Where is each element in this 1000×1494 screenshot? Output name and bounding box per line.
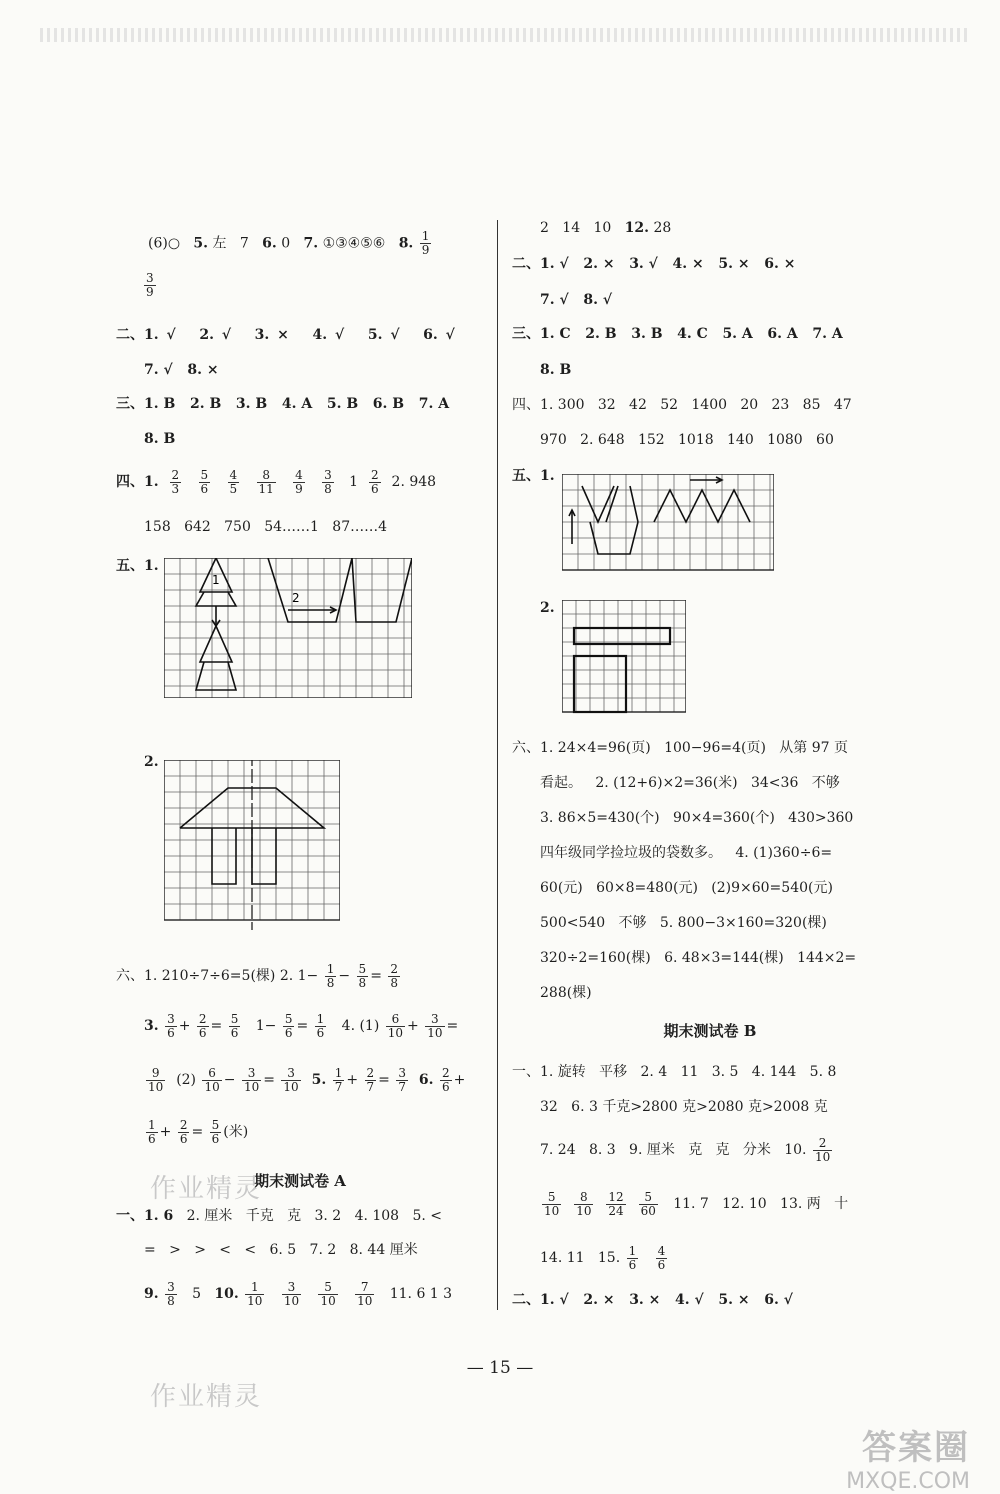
r5-2-label: 2. <box>540 600 555 616</box>
line-l1b <box>142 272 158 299</box>
line-r2: 二、1. √ 2. × 3. √ 4. × 5. × 6. × <box>512 256 796 272</box>
section-title-a: 期末测试卷 A <box>254 1172 346 1190</box>
grid-label-1: 1 <box>212 573 220 587</box>
line-r6-5: 500<540 不够 5. 800−3×160=320(棵) <box>540 915 827 931</box>
line-r4: 四、1. 300 32 42 52 1400 20 23 85 47 <box>512 397 852 413</box>
line-b3: 7. 24 8. 3 9. 厘米 克 克 分米 10. $\frac{2}{10}$ <box>540 1135 831 1164</box>
line-a3: 9. $\frac{3}{8}$ 5 10. $\frac{1}{10}$ $\frac{3}{10}$ $\frac{5}{10}$ $\frac{7}{10}$ 11. 6 1 3 <box>144 1279 453 1308</box>
line-s4: 四、1. $\frac{2}{3}$ $\frac{5}{6}$ $\frac{4}{5}$ $\frac{8}{11}$ $\frac{4}{9}$ $\frac{3}{8}$ 1 $\frac{2}{6}$ 2. 948 <box>116 467 437 496</box>
page-number: — 15 — <box>466 1358 534 1378</box>
line-r6-1: 看起。 2. (12+6)×2=36(米) 34<36 不够 <box>540 775 840 791</box>
line-b2: 32 6. 3 千克>2800 克>2080 克>2008 克 <box>540 1099 828 1115</box>
line-r1: 2 14 10 12. 28 <box>540 220 672 236</box>
line-b5: 14. 11 15. $\frac{1}{6}$ $\frac{4}{6}$ <box>540 1243 666 1272</box>
line-b6: 二、1. √ 2. × 3. × 4. √ 5. × 6. √ <box>512 1292 793 1308</box>
fraction: $\frac{1}{9}$ <box>421 229 430 257</box>
line-b1: 一、1. 旋转 平移 2. 4 11 3. 5 4. 144 5. 8 <box>512 1064 837 1080</box>
line-l1: (6)○ 5. 左 7 6. 0 7. ①③④⑤⑥ 8. $\frac{1}{9}$ <box>148 229 430 257</box>
line-r6-0: 六、1. 24×4=96(页) 100−96=4(页) 从第 97 页 <box>512 740 848 756</box>
line-b4: $\frac{5}{10}$ $\frac{8}{10}$ $\frac{12}{24}$ $\frac{5}{60}$ 11. 7 12. 10 13. 两 十 <box>544 1189 849 1218</box>
grid-right-2 <box>562 600 686 714</box>
line-s2b: 7. √ 8. × <box>144 362 219 378</box>
watermark-stamp: 答案圈 MXQE.COM <box>846 1428 970 1494</box>
line-s6-5: $\frac{1}{6}$ + $\frac{2}{6}$ = $\frac{5}{6}$ (米) <box>148 1117 249 1146</box>
grid-right-1 <box>562 474 774 572</box>
line-s4b: 158 642 750 54……1 87……4 <box>144 519 388 535</box>
scan-noise <box>40 28 970 42</box>
line-s6-1: 六、1. 210÷7÷6=5(棵) 2. 1− $\frac{1}{8}$ − $\frac{5}{8}$ = $\frac{2}{8}$ <box>116 961 399 990</box>
grid-right-2-svg <box>562 600 686 714</box>
line-a1: 一、1. 6 2. 厘米 千克 克 3. 2 4. 108 5. < <box>116 1208 442 1224</box>
line-s3: 三、1. B 2. B 3. B 4. A 5. B 6. B 7. A <box>116 396 450 412</box>
line-r3b: 8. B <box>540 362 572 378</box>
grid-left-1 <box>164 558 412 698</box>
s5-label: 五、1. <box>116 558 159 574</box>
watermark-2: 作业精灵 <box>150 1382 263 1412</box>
line-s2: 二、1. √ 2. √ 3. × 4. √ 5. √ 6. √ <box>116 327 455 343</box>
line-s6-3: 3. $\frac{3}{6}$ + $\frac{2}{6}$ = $\frac{5}{6}$ 1− $\frac{5}{6}$ = $\frac{1}{6}$ 4. (1) $\frac{6}{10}$ + $\frac{3}{10}$ = <box>144 1011 459 1040</box>
grid-left-1-svg <box>164 558 412 698</box>
fraction: $\frac{3}{9}$ <box>146 271 154 299</box>
grid-left-2 <box>164 760 340 930</box>
line-r6-3: 四年级同学捡垃圾的袋数多。 4. (1)360÷6= <box>540 845 833 861</box>
line-r6-4: 60(元) 60×8=480(元) (2)9×60=540(元) <box>540 880 833 896</box>
grid-label-2: 2 <box>292 591 300 605</box>
line-r2b: 7. √ 8. √ <box>540 292 613 308</box>
line-a2: = > > < < 6. 5 7. 2 8. 44 厘米 <box>144 1242 418 1258</box>
grid-right-1-svg <box>562 474 774 572</box>
column-divider <box>497 220 498 1310</box>
line-r6-2: 3. 86×5=430(个) 90×4=360(个) 430>360 <box>540 810 854 826</box>
section-title-b: 期末测试卷 B <box>663 1022 757 1040</box>
line-r6-7: 288(棵) <box>540 985 592 1001</box>
grid-left-2-svg <box>164 760 340 930</box>
r5-label: 五、1. <box>512 468 555 484</box>
line-s3b: 8. B <box>144 431 176 447</box>
line-r4b: 970 2. 648 152 1018 140 1080 60 <box>540 432 834 448</box>
grid2-label: 2. <box>144 754 159 770</box>
line-r3: 三、1. C 2. B 3. B 4. C 5. A 6. A 7. A <box>512 326 843 342</box>
watermark-1: 作业精灵 <box>150 1174 263 1204</box>
line-r6-6: 320÷2=160(棵) 6. 48×3=144(棵) 144×2= <box>540 950 857 966</box>
line-s6-4: $\frac{9}{10}$ (2) $\frac{6}{10}$ − $\frac{3}{10}$ = $\frac{3}{10}$ 5. $\frac{1}{7}$ + $\frac{2}{7}$ = $\frac{3}{7}$ 6. $\frac{2}{6}$ + <box>148 1065 466 1094</box>
